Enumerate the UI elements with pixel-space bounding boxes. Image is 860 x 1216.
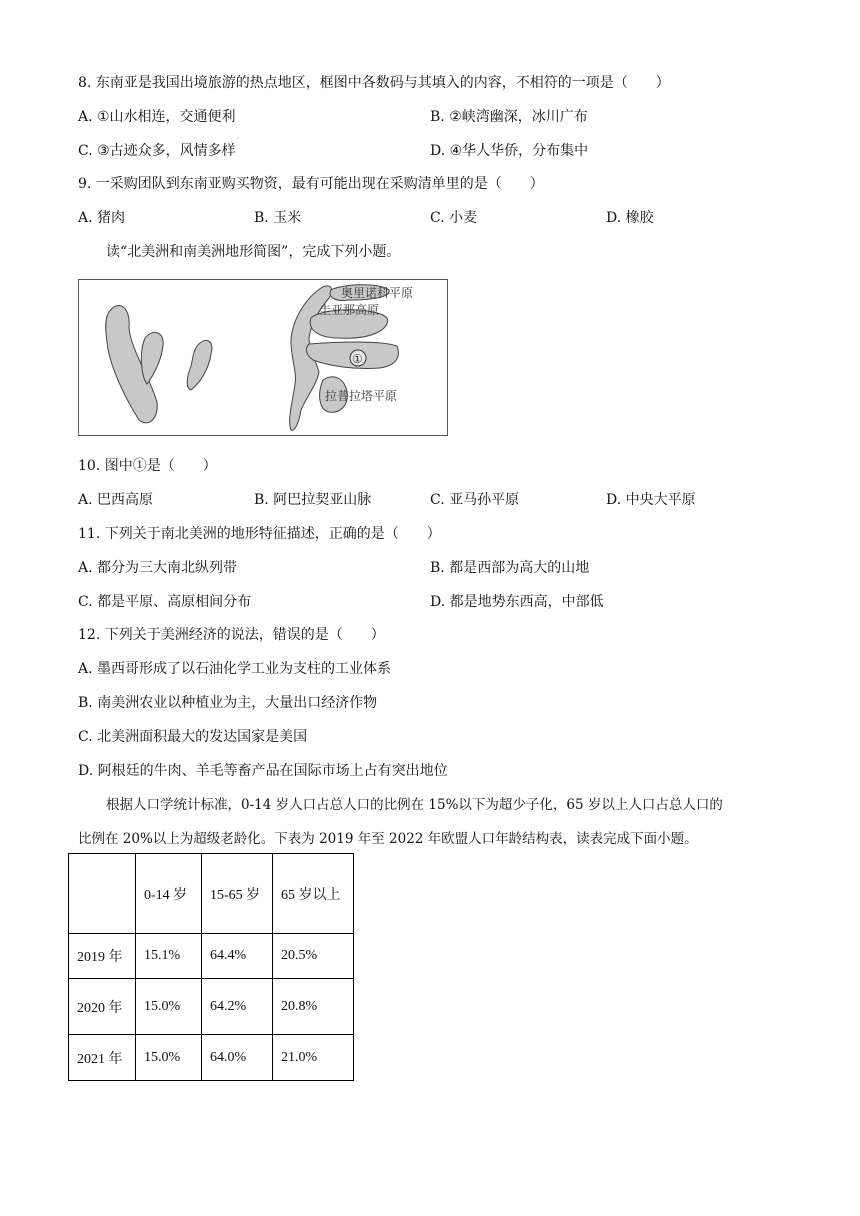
table-cell: 20.5% [273, 934, 354, 979]
q9-option-a: A. 猪肉 [78, 210, 126, 226]
q8-option-a: A. ①山水相连，交通便利 [78, 109, 236, 125]
q8-stem: 8. 东南亚是我国出境旅游的热点地区，框图中各数码与其填入的内容，不相符的一项是（ ） [78, 75, 670, 91]
q11-option-d: D. 都是地势东西高，中部低 [430, 594, 604, 610]
q10-option-c: C. 亚马孙平原 [430, 492, 520, 508]
table-cell: 2019 年 [69, 934, 136, 979]
table-cell: 15.1% [136, 934, 202, 979]
q8-option-d: D. ④华人华侨，分布集中 [430, 143, 589, 159]
table-header-row [69, 854, 354, 934]
table-header-cell: 65 岁以上 [273, 854, 354, 934]
population-intro-line1: 根据人口学统计标准，0-14 岁人口占总人口的比例在 15%以下为超少子化，65 岁以上人口占总人口的 [106, 797, 723, 813]
map-label-orinoco: 奥里诺科平原 [341, 286, 414, 300]
table-cell: 2020 年 [69, 979, 136, 1035]
q11-option-b: B. 都是西部为高大的山地 [430, 560, 590, 576]
map-label-1: ① [352, 352, 363, 366]
q8-option-c: C. ③古迹众多，风情多样 [78, 143, 236, 159]
map-drawing [79, 280, 447, 435]
q12-option-a: A. 墨西哥形成了以石油化学工业为支柱的工业体系 [78, 661, 392, 677]
q11-stem: 11. 下列关于南北美洲的地形特征描述，正确的是（ ） [78, 526, 441, 542]
table-header-cell: 0-14 岁 [136, 854, 202, 934]
table-cell: 15.0% [136, 1035, 202, 1081]
table-cell: 20.8% [273, 979, 354, 1035]
table-row [69, 1035, 354, 1081]
map-label-guiana: 圭亚那高原 [319, 303, 380, 317]
q10-stem: 10. 图中①是（ ） [78, 458, 217, 474]
table-cell: 64.2% [202, 979, 273, 1035]
q12-option-c: C. 北美洲面积最大的发达国家是美国 [78, 729, 308, 745]
population-intro-line2: 比例在 20%以上为超级老龄化。下表为 2019 年至 2022 年欧盟人口年龄结构表，读表完成下面小题。 [78, 831, 698, 847]
americas-terrain-map [78, 279, 448, 436]
q9-stem: 9. 一采购团队到东南亚购买物资，最有可能出现在采购清单里的是（ ） [78, 176, 544, 192]
eu-age-structure-table [68, 853, 354, 1081]
table-cell: 64.0% [202, 1035, 273, 1081]
table-row [69, 979, 354, 1035]
q9-option-d: D. 橡胶 [606, 210, 654, 226]
table-cell: 2021 年 [69, 1035, 136, 1081]
q10-option-d: D. 中央大平原 [606, 492, 696, 508]
q11-option-a: A. 都分为三大南北纵列带 [78, 560, 238, 576]
table-header-cell [69, 854, 136, 934]
q9-option-c: C. 小麦 [430, 210, 478, 226]
table-cell: 64.4% [202, 934, 273, 979]
map-label-la-plata: 拉普拉塔平原 [325, 389, 398, 403]
q12-stem: 12. 下列关于美洲经济的说法，错误的是（ ） [78, 627, 385, 643]
q12-option-d: D. 阿根廷的牛肉、羊毛等畜产品在国际市场上占有突出地位 [78, 763, 448, 779]
q10-option-a: A. 巴西高原 [78, 492, 154, 508]
table-cell: 21.0% [273, 1035, 354, 1081]
map-intro: 读“北美洲和南美洲地形简图”，完成下列小题。 [106, 244, 401, 260]
table-row [69, 934, 354, 979]
q11-option-c: C. 都是平原、高原相间分布 [78, 594, 252, 610]
table-header-cell: 15-65 岁 [202, 854, 273, 934]
table-cell: 15.0% [136, 979, 202, 1035]
north-america-plain-shape [141, 332, 163, 384]
q12-option-b: B. 南美洲农业以种植业为主，大量出口经济作物 [78, 695, 378, 711]
q8-option-b: B. ②峡湾幽深，冰川广布 [430, 109, 588, 125]
q9-option-b: B. 玉米 [254, 210, 302, 226]
q10-option-b: B. 阿巴拉契亚山脉 [254, 492, 372, 508]
north-america-highland-shape [187, 340, 212, 390]
